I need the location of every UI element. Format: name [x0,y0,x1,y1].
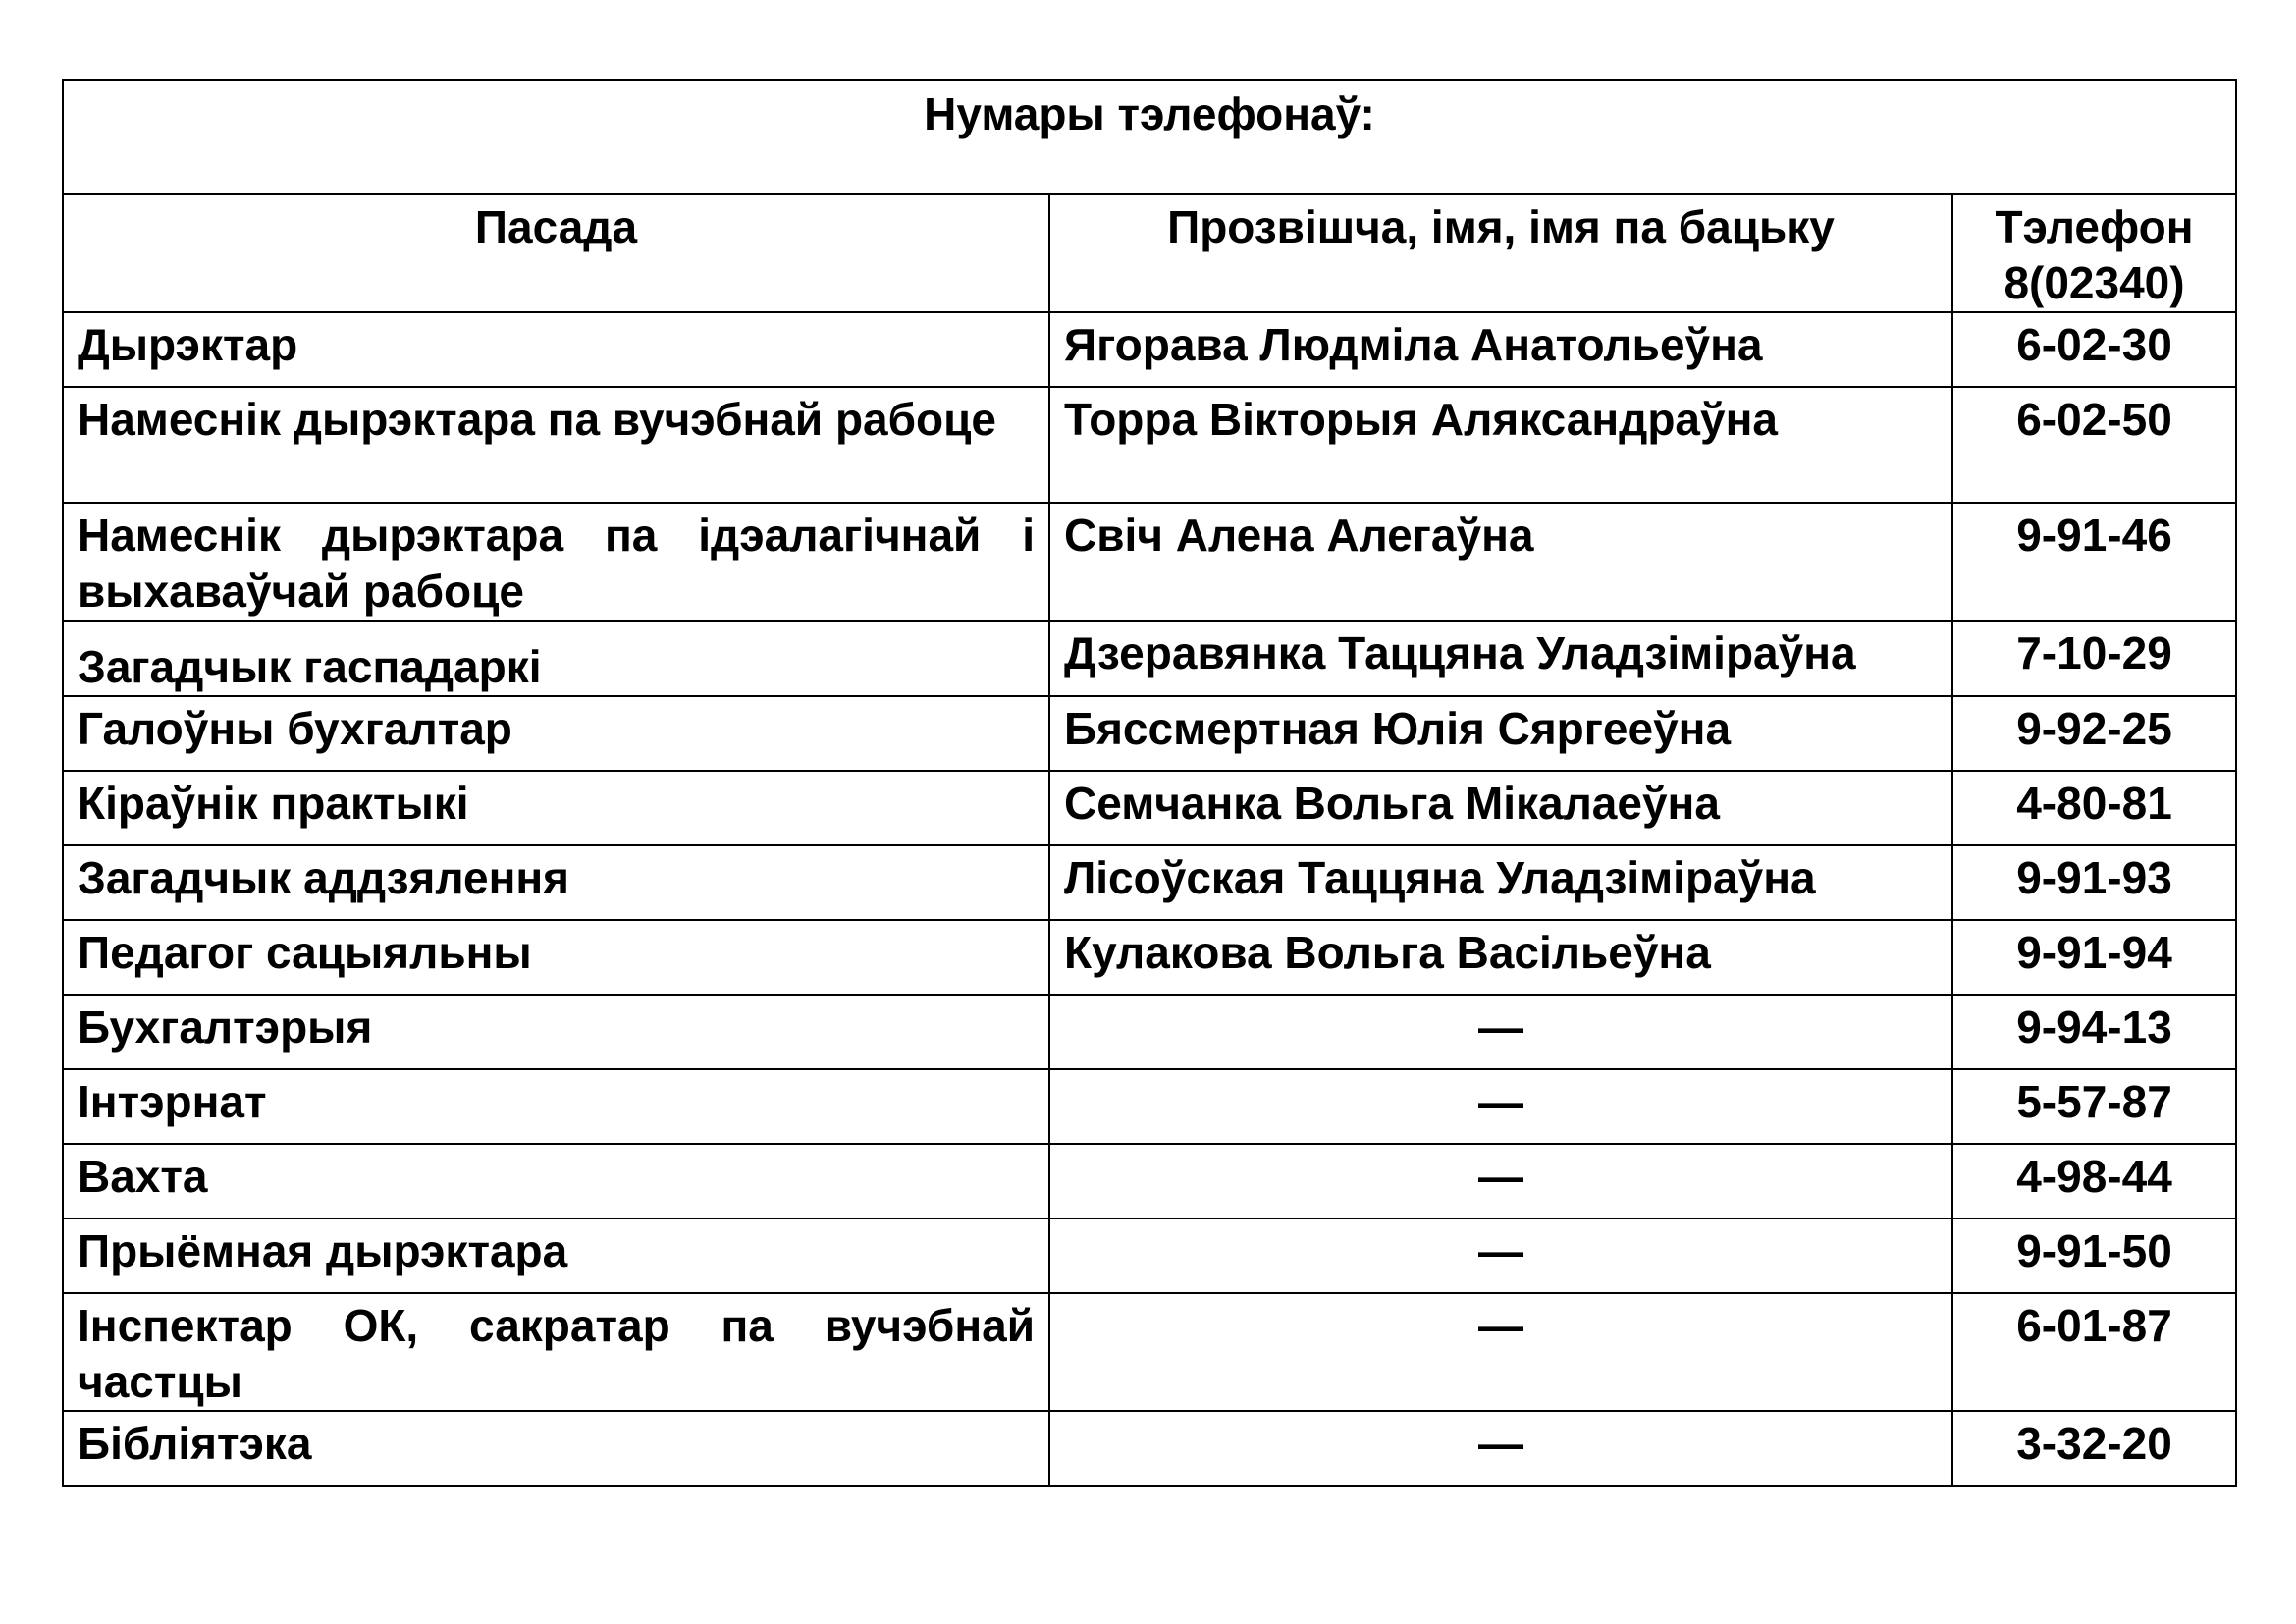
phone-cell: 9-94-13 [1952,995,2236,1069]
phone-cell: 6-01-87 [1952,1293,2236,1411]
table-row [63,503,2236,621]
header-row [63,194,2236,312]
table-row [63,1144,2236,1218]
name-cell: Бяссмертная Юлія Сяргееўна [1049,696,1952,771]
phone-cell: 7-10-29 [1952,621,2236,696]
name-cell: Лісоўская Таццяна Уладзіміраўна [1049,845,1952,920]
table-row [63,387,2236,503]
phone-cell: 5-57-87 [1952,1069,2236,1144]
phone-cell: 9-91-93 [1952,845,2236,920]
position-cell: Вахта [63,1144,1049,1218]
column-header-phone-line1: Тэлефон [1995,201,2194,252]
position-cell: Прыёмная дырэктара [63,1218,1049,1293]
column-header-name: Прозвішча, імя, імя па бацьку [1049,194,1952,312]
name-cell: — [1049,1218,1952,1293]
name-cell: Ягорава Людміла Анатольеўна [1049,312,1952,387]
position-cell: Галоўны бухгалтар [63,696,1049,771]
table-row [63,1069,2236,1144]
position-cell: Кіраўнік практыкі [63,771,1049,845]
table-row [63,1411,2236,1486]
position-cell: Намеснік дырэктара па вучэбнай рабоце [63,387,1049,503]
phone-cell: 4-80-81 [1952,771,2236,845]
column-header-phone [1952,194,2236,312]
column-header-position: Пасада [63,194,1049,312]
table-row [63,920,2236,995]
name-cell: Свіч Алена Алегаўна [1049,503,1952,621]
column-header-phone-line2: 8(02340) [2003,257,2185,308]
phone-cell: 6-02-50 [1952,387,2236,503]
name-cell: Дзеравянка Таццяна Уладзіміраўна [1049,621,1952,696]
title-row [63,80,2236,194]
phone-cell: 4-98-44 [1952,1144,2236,1218]
table-row [63,312,2236,387]
position-cell: Загадчык гаспадаркі [63,621,1049,696]
table-row [63,621,2236,696]
table-row [63,1218,2236,1293]
position-cell: Загадчык аддзялення [63,845,1049,920]
table-row [63,995,2236,1069]
phone-cell: 9-91-50 [1952,1218,2236,1293]
position-cell: Бібліятэка [63,1411,1049,1486]
name-cell: — [1049,1293,1952,1411]
name-cell: Семчанка Вольга Мікалаеўна [1049,771,1952,845]
name-cell: — [1049,1069,1952,1144]
position-cell: Бухгалтэрыя [63,995,1049,1069]
position-cell: Інспектар ОК, сакратар па вучэбнай частцы [63,1293,1049,1411]
table-row [63,696,2236,771]
name-cell: — [1049,1144,1952,1218]
name-cell: Торра Вікторыя Аляксандраўна [1049,387,1952,503]
name-cell: Кулакова Вольга Васільеўна [1049,920,1952,995]
phone-directory-table [62,79,2237,1487]
table-title: Нумары тэлефонаў: [63,80,2236,194]
phone-cell: 9-92-25 [1952,696,2236,771]
phone-cell: 9-91-94 [1952,920,2236,995]
phone-cell: 6-02-30 [1952,312,2236,387]
position-cell: Намеснік дырэктара па ідэалагічнай і выхаваўчай рабоце [63,503,1049,621]
position-cell: Дырэктар [63,312,1049,387]
position-cell: Інтэрнат [63,1069,1049,1144]
name-cell: — [1049,1411,1952,1486]
table-row [63,845,2236,920]
table-row [63,771,2236,845]
name-cell: — [1049,995,1952,1069]
phone-cell: 9-91-46 [1952,503,2236,621]
position-cell: Педагог сацыяльны [63,920,1049,995]
phone-cell: 3-32-20 [1952,1411,2236,1486]
table-row [63,1293,2236,1411]
